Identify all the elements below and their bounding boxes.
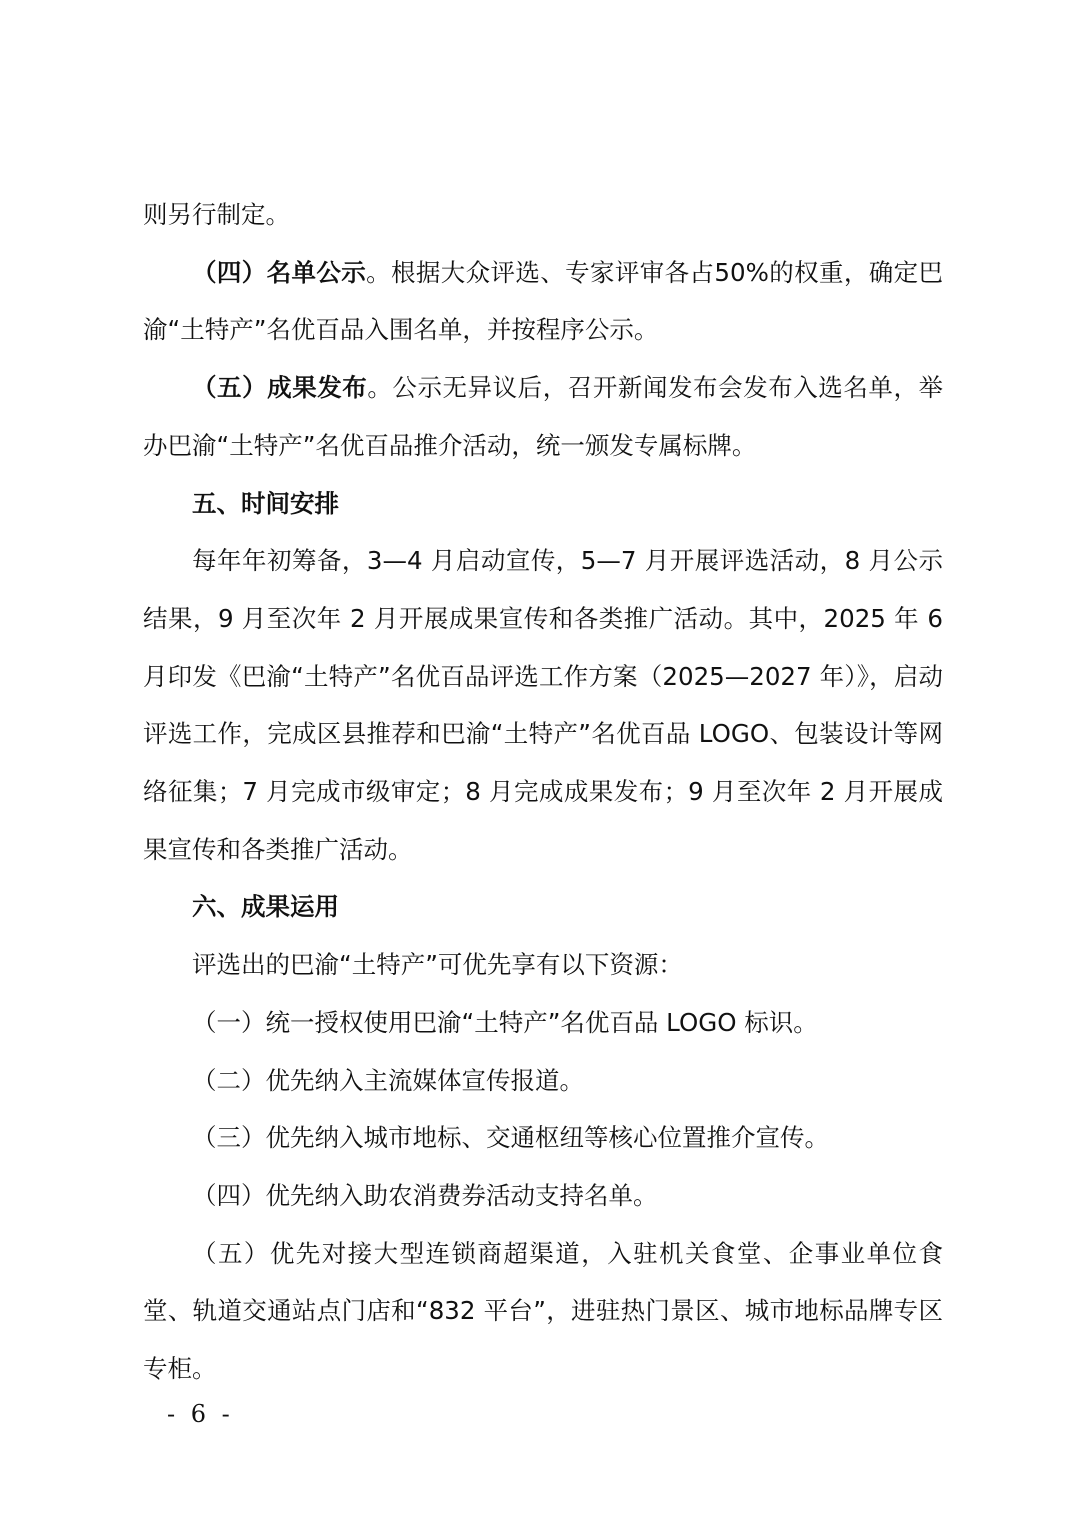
paragraph-resources-intro: 评选出的巴渝“土特产”可优先享有以下资源： — [192, 950, 683, 980]
paragraph-schedule: 每年年初筹备，3—4 月启动宣传，5—7 月开展评选活动，8 月公示结果，9 月至次年 2 月开展成果宣传和各类推广活动。其中，2025 年 6 月印发《巴渝“土特产”名优百品评选工作方案（2025—2027 年）》，启动评选工作，完成区县推荐和巴渝“土特产”名优百品 LOGO、包装设计等网络征集；7 月完成市级审定；8 月完成成果发布；9 月至次年 2 月开展成果宣传和各类推广活动。 — [143, 546, 943, 864]
paragraph-continuation: 则另行制定。 — [143, 200, 290, 229]
paragraph-text: 。根据大众评选、专家评审各占50%的权重，确定巴渝“土特产”名优百品入围名单，并按程序公示。 — [143, 257, 944, 345]
page-number: - 6 - — [167, 1400, 234, 1428]
document-body — [143, 186, 943, 1398]
list-item-2: （二）优先纳入主流媒体宣传报道。 — [192, 1065, 584, 1095]
list-item-1: （一）统一授权使用巴渝“土特产”名优百品 LOGO 标识。 — [192, 1007, 818, 1037]
list-item-5: （五）优先对接大型连锁商超渠道，入驻机关食堂、企事业单位食堂、轨道交通站点门店和“832 平台”，进驻热门景区、城市地标品牌专区专柜。 — [143, 1238, 943, 1384]
paragraph-lead: （四）名单公示 — [192, 257, 367, 287]
section-heading-schedule: 五、时间安排 — [192, 488, 339, 518]
paragraph-list-publicity — [143, 244, 943, 359]
paragraph-lead: （五）成果发布 — [192, 373, 368, 403]
paragraph-text: 。公示无异议后，召开新闻发布会发布入选名单，举办巴渝“土特产”名优百品推介活动，统一颁发专属标牌。 — [143, 373, 944, 460]
list-item-4: （四）优先纳入助农消费券活动支持名单。 — [192, 1180, 658, 1210]
paragraph-results-release — [143, 359, 943, 474]
section-heading-application: 六、成果运用 — [192, 892, 339, 922]
list-item-3: （三）优先纳入城市地标、交通枢纽等核心位置推介宣传。 — [192, 1123, 829, 1153]
